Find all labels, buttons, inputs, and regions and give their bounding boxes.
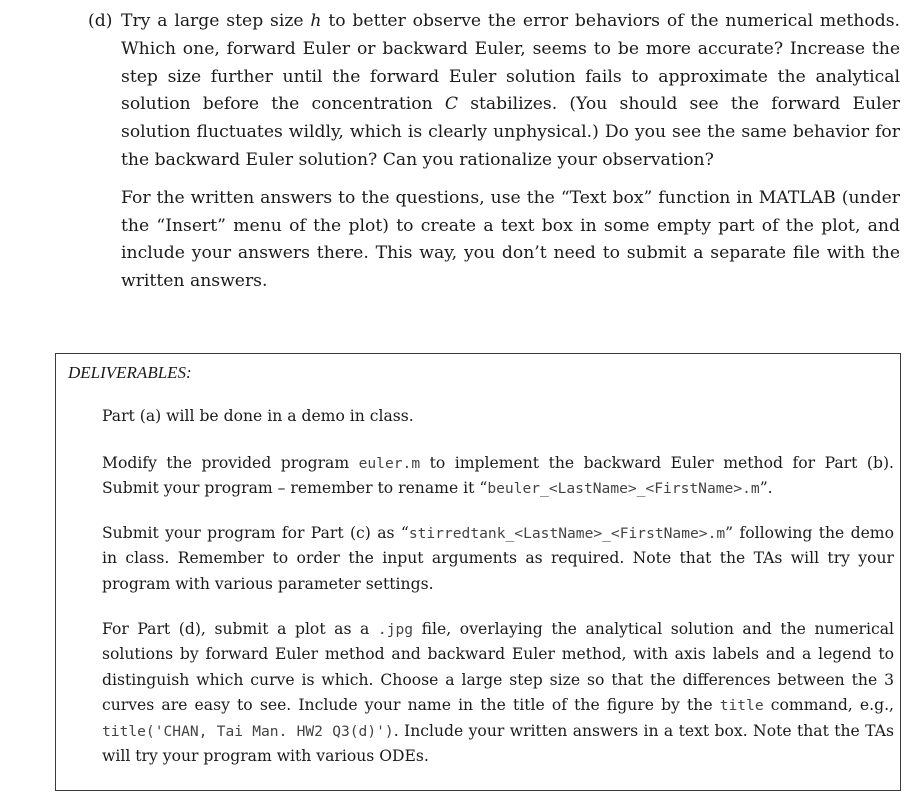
deliverables-box [55,353,901,791]
code-euler-m: euler.m [358,455,421,472]
part-d-label: (d) [88,11,113,31]
code-title-command: title [719,697,764,715]
part-d-question-text: Try a large step size h to better observe the error behaviors of the numerical methods. Which one, forward Euler or backward Euler, seems to be more accurate? Increase the step size further until the forward Euler solution fails to approximate the analytical solution before the concentration C stabilizes. (You should see the forward Euler solution fluctuates wildly, which is clearly unphysical.) Do you see the same behavior for the backward Euler solution? Can you rationalize your observation? [121,11,900,170]
code-jpg: .jpg [377,621,414,638]
code-stirredtank-filename: stirredtank_<LastName>_<FirstName>.m [408,525,726,542]
code-beuler-filename: beuler_<LastName>_<FirstName>.m [487,480,760,498]
deliverable-item-part-b: Modify the provided program euler.m to implement the backward Euler method for Part (b). Submit your program – remember to rename it “beuler_<LastName>_<FirstName>.m”. [102,454,894,498]
deliverables-title: DELIVERABLES: [68,363,192,382]
deliverable-item-part-d: For Part (d), submit a plot as a .jpg file, overlaying the analytical solution and the numerical solutions by forward Euler method and backward Euler method, with axis labels and a legend to distinguish which curve is which. Choose a large step size so that the differences between the 3 curves are easy to see. Include your name in the title of the figure by the title command, e.g., title('CHAN, Tai Man. HW2 Q3(d)'). Include your written answers in a text box. Note that the TAs will try your program with various ODEs. [102,620,895,766]
part-d-section [88,8,900,296]
variable-c: C [444,94,458,115]
deliverable-item-part-c: Submit your program for Part (c) as “stirredtank_<LastName>_<FirstName>.m” following the demo in class. Remember to order the input arguments as required. Note that the TAs will try your program with various parameter settings. [102,524,894,593]
part-d-instruction: For the written answers to the questions, use the “Text box” function in MATLAB (under the “Insert” menu of the plot) to create a text box in some empty part of the plot, and include your answers there. This way, you don’t need to submit a separate file with the written answers. [121,187,900,292]
part-d-question [88,8,900,175]
variable-h: h [310,11,322,31]
code-title-example: title('CHAN, Tai Man. HW2 Q3(d)') [102,722,394,740]
deliverable-item-part-a: Part (a) will be done in a demo in class. [102,407,414,425]
